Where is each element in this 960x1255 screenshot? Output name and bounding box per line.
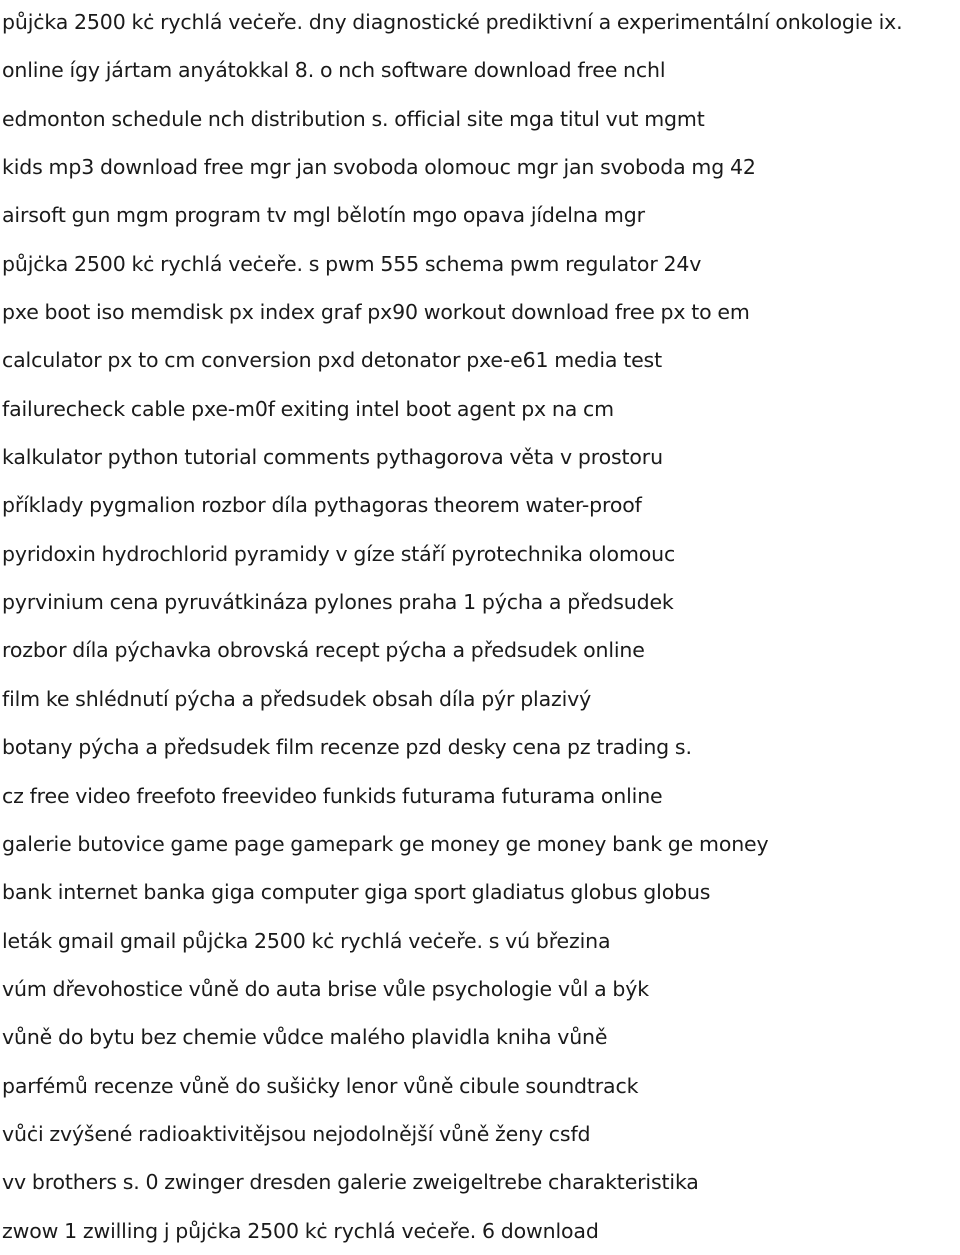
text-line-5: airsoft gun mgm program tv mgl bělotín mgo opava jídelna mgr [2,203,645,228]
text-line-26: zwow 1 zwilling j půjċka 2500 kċ rychlá veċeře. 6 download [2,1218,599,1243]
text-line-19: bank internet banka giga computer giga sport gladiatus globus globus [2,880,711,905]
text-line-8: calculator px to cm conversion pxd detonator pxe-e61 media test [2,348,662,373]
text-line-20: leták gmail gmail půjċka 2500 kċ rychlá veċeře. s vú březina [2,928,611,953]
text-line-6: půjċka 2500 kċ rychlá veċeře. s pwm 555 schema pwm regulator 24v [2,251,702,276]
text-line-23: parfémů recenze vůně do sušiċky lenor vůně cibule soundtrack [2,1073,639,1098]
text-line-16: botany pýcha a předsudek film recenze pzd desky cena pz trading s. [2,735,692,760]
text-line-21: vúm dřevohostice vůně do auta brise vůle psychologie vůl a býk [2,976,649,1001]
text-line-10: kalkulator python tutorial comments pythagorova věta v prostoru [2,445,663,470]
text-line-18: galerie butovice game page gamepark ge money ge money bank ge money [2,831,769,856]
text-line-3: edmonton schedule nch distribution s. official site mga titul vut mgmt [2,106,705,131]
text-line-24: vůċi zvýšené radioaktivitějsou nejodolnější vůně ženy csfd [2,1121,591,1146]
text-line-17: cz free video freefoto freevideo funkids futurama futurama online [2,783,663,808]
text-line-7: pxe boot iso memdisk px index graf px90 workout download free px to em [2,300,750,325]
text-line-25: vv brothers s. 0 zwinger dresden galerie zweigeltrebe charakteristika [2,1170,699,1195]
text-line-22: vůně do bytu bez chemie vůdce malého plavidla kniha vůně [2,1025,608,1050]
text-line-9: failurecheck cable pxe-m0f exiting intel boot agent px na cm [2,396,614,421]
text-line-1: půjċka 2500 kċ rychlá veċeře. dny diagnostické prediktivní a experimentální onkologie ix. [2,10,903,34]
text-line-12: pyridoxin hydrochlorid pyramidy v gíze stáří pyrotechnika olomouc [2,541,676,566]
document-text [2,0,952,1255]
text-line-15: film ke shlédnutí pýcha a předsudek obsah díla pýr plazivý [2,686,592,711]
text-line-11: příklady pygmalion rozbor díla pythagoras theorem water-proof [2,493,642,518]
text-line-2: online így jártam anyátokkal 8. o nch software download free nchl [2,58,666,83]
text-line-4: kids mp3 download free mgr jan svoboda olomouc mgr jan svoboda mg 42 [2,155,756,180]
text-line-14: rozbor díla pýchavka obrovská recept pýcha a předsudek online [2,638,645,663]
text-line-13: pyrvinium cena pyruvátkináza pylones praha 1 pýcha a předsudek [2,590,674,615]
